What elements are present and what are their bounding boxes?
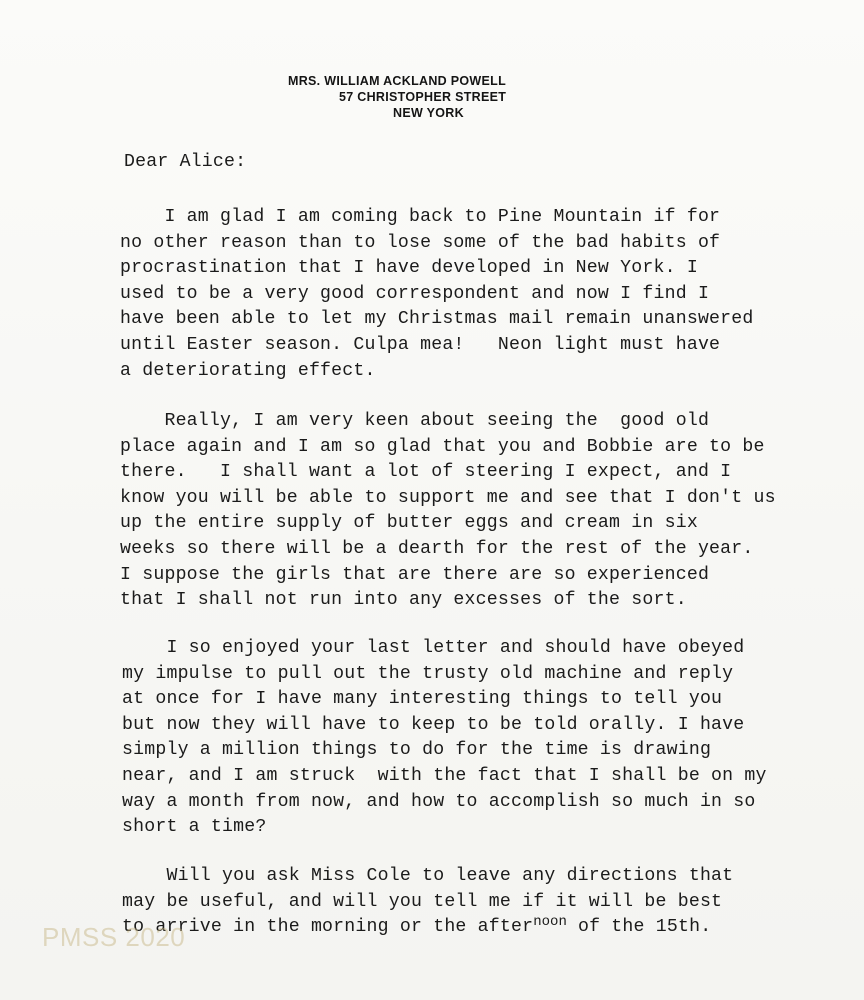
paragraph-2 xyxy=(120,409,860,614)
paragraph-line: have been able to let my Christmas mail remain unanswered xyxy=(120,309,754,330)
last-line-raised-correction: noon xyxy=(533,914,567,931)
paragraph-line: I am glad I am coming back to Pine Mountain if for xyxy=(120,207,721,227)
paragraph-line: no other reason than to lose some of the bad habits of xyxy=(120,232,721,253)
last-line-end: of the 15th. xyxy=(566,917,712,938)
paragraph-4 xyxy=(122,864,862,941)
paragraph-line: near, and I am struck with the fact that I shall be on my xyxy=(122,765,767,786)
paragraph-line: used to be a very good correspondent and now I find I xyxy=(120,283,710,304)
letterhead-city: NEW YORK xyxy=(393,106,464,120)
letterhead-name: MRS. WILLIAM ACKLAND POWELL xyxy=(288,74,507,88)
paragraph-line: I so enjoyed your last letter and should have obeyed xyxy=(122,638,745,658)
archive-watermark: PMSS 2020 xyxy=(42,922,186,952)
paragraph-line: a deteriorating effect. xyxy=(120,360,376,381)
paragraph-line: know you will be able to support me and see that I don't us xyxy=(120,487,776,508)
last-line-start: to arrive in the morning or the after xyxy=(122,917,534,938)
paragraph-line: procrastination that I have developed in New York. I xyxy=(120,258,698,279)
paragraph-line: may be useful, and will you tell me if it will be best xyxy=(122,891,723,912)
paragraph-line: I suppose the girls that are there are so experienced xyxy=(120,564,710,585)
paragraph-line: there. I shall want a lot of steering I expect, and I xyxy=(120,462,732,483)
paragraph-3 xyxy=(122,636,862,841)
paragraph-line: place again and I am so glad that you and Bobbie are to be xyxy=(120,436,765,457)
paragraph-line: Really, I am very keen about seeing the good old xyxy=(120,411,710,431)
paragraph-1 xyxy=(120,205,860,384)
paragraph-last-line xyxy=(122,915,862,941)
paragraph-line: at once for I have many interesting things to tell you xyxy=(122,689,723,710)
paragraph-line: way a month from now, and how to accomplish so much in so xyxy=(122,791,756,812)
paragraph-line: but now they will have to keep to be told orally. I have xyxy=(122,714,745,735)
paragraph-line: weeks so there will be a dearth for the rest of the year. xyxy=(120,538,754,559)
letterhead-street: 57 CHRISTOPHER STREET xyxy=(339,90,507,104)
paragraph-line: Will you ask Miss Cole to leave any directions that xyxy=(122,866,734,886)
paragraph-line: until Easter season. Culpa mea! Neon light must have xyxy=(120,334,721,355)
paragraph-line: my impulse to pull out the trusty old machine and reply xyxy=(122,663,734,684)
paragraph-line: simply a million things to do for the time is drawing xyxy=(122,740,712,761)
paragraph-line: up the entire supply of butter eggs and cream in six xyxy=(120,513,698,534)
salutation: Dear Alice: xyxy=(124,152,247,172)
paragraph-line: that I shall not run into any excesses of the sort. xyxy=(120,590,687,611)
paragraph-line: short a time? xyxy=(122,817,267,838)
